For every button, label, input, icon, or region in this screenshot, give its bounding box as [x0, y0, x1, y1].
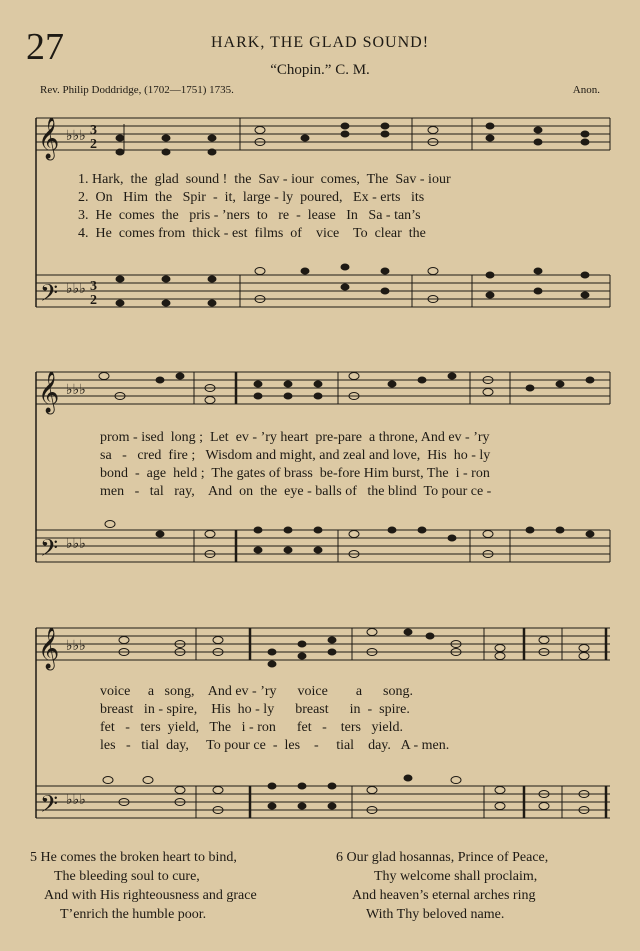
svg-text:𝄢: 𝄢 [40, 534, 59, 567]
verse-line: bond - age held ; The gates of brass be-fore Him burst, The i - ron [100, 466, 490, 481]
svg-text:𝄢: 𝄢 [40, 279, 59, 312]
verse-line: breast in - spire, His ho - ly breast in - spire. [100, 702, 410, 717]
verse-line: voice a song, And ev - ’ry voice a song. [100, 684, 413, 699]
verse-line: fet - ters yield, The i - ron fet - ters yield. [100, 720, 403, 735]
verse-6 [336, 848, 548, 924]
verse-text-line: And heaven’s eternal arches ring [352, 888, 536, 903]
svg-text:♭♭♭: ♭♭♭ [66, 282, 86, 297]
svg-text:𝄞: 𝄞 [38, 372, 60, 413]
svg-text:♭♭♭: ♭♭♭ [66, 639, 86, 654]
verse-line: 3. He comes the pris - ’ners to re - lease In Sa - tan’s [78, 208, 421, 223]
svg-text:♭♭♭: ♭♭♭ [66, 383, 86, 398]
svg-text:2: 2 [90, 293, 97, 308]
hymn-number: 27 [26, 26, 64, 68]
tune-name: “Chopin.” C. M. [270, 62, 370, 78]
verse-text-line: The bleeding soul to cure, [54, 869, 200, 884]
hymn-title: HARK, THE GLAD SOUND! [210, 34, 430, 51]
composer-credit: Anon. [572, 84, 600, 96]
svg-text:3: 3 [90, 279, 97, 294]
verse-text-line: Thy welcome shall proclaim, [374, 869, 538, 884]
svg-text:𝄢: 𝄢 [40, 790, 59, 823]
verse-line: prom - ised long ; Let ev - ’ry heart pre-pare a throne, And ev - ’ry [100, 430, 490, 445]
verse-line: 2. On Him the Spir - it, large - ly poured, Ex - erts its [78, 190, 425, 205]
verse-line: sa - cred fire ; Wisdom and might, and zeal and love, His ho - ly [100, 448, 491, 463]
svg-text:♭♭♭: ♭♭♭ [66, 537, 86, 552]
verse-text-line: With Thy beloved name. [366, 907, 505, 922]
svg-text:3: 3 [90, 123, 97, 138]
svg-text:♭♭♭: ♭♭♭ [66, 793, 86, 808]
author-credit: Rev. Philip Doddridge, (1702—1751) 1735. [40, 84, 234, 96]
verse-number: 5 [30, 850, 37, 865]
svg-text:♭♭♭: ♭♭♭ [66, 129, 86, 144]
verse-text-line: T’enrich the humble poor. [60, 907, 207, 922]
svg-text:𝄞: 𝄞 [38, 628, 60, 669]
verse-line: men - tal ray, And on the eye - balls of the blind To pour ce - [100, 484, 492, 499]
svg-text:2: 2 [90, 137, 97, 152]
verse-5 [30, 848, 257, 924]
svg-text:𝄞: 𝄞 [38, 118, 60, 159]
verse-line: les - tial day, To pour ce - les - tial day. A - men. [100, 738, 450, 753]
verse-line: 4. He comes from thick - est films of vice To clear the [78, 226, 426, 241]
verse-number: 6 [336, 850, 343, 865]
verse-line: 1. Hark, the glad sound ! the Sav - iour comes, The Sav - iour [78, 172, 451, 187]
verse-text-line: Our glad hosannas, Prince of Peace, [346, 850, 549, 865]
verse-text-line: And with His righteousness and grace [44, 888, 257, 903]
verse-text-line: He comes the broken heart to bind, [40, 850, 237, 865]
